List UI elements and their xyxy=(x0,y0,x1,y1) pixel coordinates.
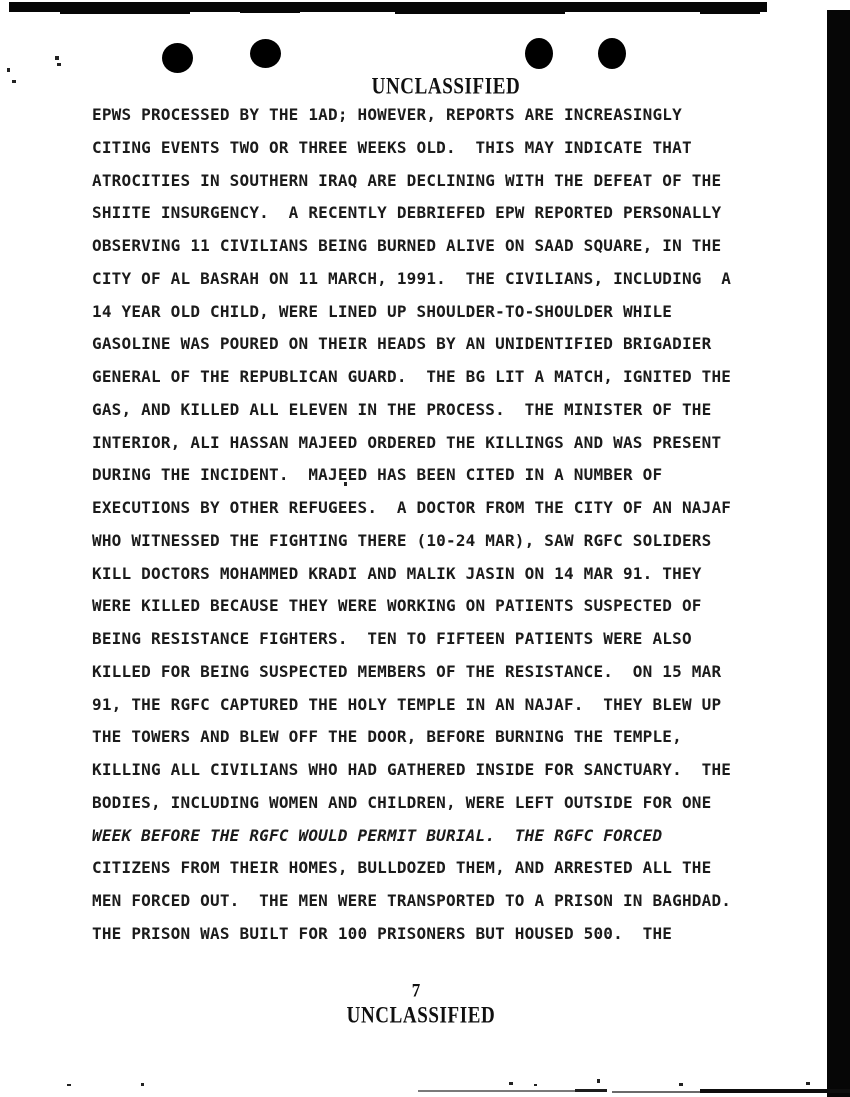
body-line: KILLING ALL CIVILIANS WHO HAD GATHERED INSIDE FOR SANCTUARY. THE xyxy=(92,760,732,779)
scan-edge-artifact xyxy=(60,11,190,14)
body-line: MEN FORCED OUT. THE MEN WERE TRANSPORTED TO A PRISON IN BAGHDAD. xyxy=(92,891,732,910)
body-line: WHO WITNESSED THE FIGHTING THERE (10-24 MAR), SAW RGFC SOLIDERS xyxy=(92,530,712,550)
scan-speck xyxy=(509,1082,513,1085)
scan-edge-right-bar xyxy=(827,10,850,1097)
hole-punch-dot xyxy=(525,38,553,69)
body-line: SHIITE INSURGENCY. A RECENTLY DEBRIEFED EPW REPORTED PERSONALLY xyxy=(92,203,722,223)
body-line: THE PRISON WAS BUILT FOR 100 PRISONERS BUT HOUSED 500. THE xyxy=(92,923,673,943)
hole-punch-dot xyxy=(162,43,193,73)
scan-speck xyxy=(7,68,10,72)
body-line: THE TOWERS AND BLEW OFF THE DOOR, BEFORE BURNING THE TEMPLE, xyxy=(92,727,682,747)
scan-speck xyxy=(12,80,16,83)
body-line: ATROCITIES IN SOUTHERN IRAQ ARE DECLINING WITH THE DEFEAT OF THE xyxy=(92,170,722,190)
body-line: GAS, AND KILLED ALL ELEVEN IN THE PROCESS. THE MINISTER OF THE xyxy=(92,399,712,419)
scan-line-artifact xyxy=(612,1091,702,1093)
scan-speck xyxy=(55,56,59,60)
body-line: DURING THE INCIDENT. MAJEED HAS BEEN CITED IN A NUMBER OF xyxy=(92,465,663,485)
body-line: KILL DOCTORS MOHAMMED KRADI AND MALIK JASIN ON 14 MAR 91. THEY xyxy=(92,563,702,583)
body-line: 14 YEAR OLD CHILD, WERE LINED UP SHOULDER-TO-SHOULDER WHILE xyxy=(92,301,673,321)
scan-edge-artifact xyxy=(700,11,760,14)
body-line: WEEK BEFORE THE RGFC WOULD PERMIT BURIAL. THE RGFC FORCED xyxy=(92,825,663,845)
body-line: GENERAL OF THE REPUBLICAN GUARD. THE BG LIT A MATCH, IGNITED THE xyxy=(92,367,732,386)
body-line: EPWS PROCESSED BY THE 1AD; HOWEVER, REPORTS ARE INCREASINGLY xyxy=(92,105,682,124)
scan-speck xyxy=(141,1083,144,1086)
scan-edge-artifact xyxy=(240,11,300,13)
body-line: CITY OF AL BASRAH ON 11 MARCH, 1991. THE CIVILIANS, INCLUDING A xyxy=(92,268,732,288)
scan-speck xyxy=(597,1079,600,1083)
scan-line-artifact xyxy=(418,1090,588,1092)
scan-speck xyxy=(57,63,61,66)
hole-punch-dot xyxy=(598,38,626,69)
scan-speck xyxy=(67,1084,71,1086)
body-line: GASOLINE WAS POURED ON THEIR HEADS BY AN UNIDENTIFIED BRIGADIER xyxy=(92,334,712,354)
body-line: OBSERVING 11 CIVILIANS BEING BURNED ALIVE ON SAAD SQUARE, IN THE xyxy=(92,236,722,255)
body-line: BEING RESISTANCE FIGHTERS. TEN TO FIFTEEN PATIENTS WERE ALSO xyxy=(92,629,692,648)
body-line: EXECUTIONS BY OTHER REFUGEES. A DOCTOR FROM THE CITY OF AN NAJAF xyxy=(92,498,732,517)
body-line: 91, THE RGFC CAPTURED THE HOLY TEMPLE IN AN NAJAF. THEY BLEW UP xyxy=(92,694,722,714)
scan-speck xyxy=(679,1083,683,1086)
body-line: WERE KILLED BECAUSE THEY WERE WORKING ON PATIENTS SUSPECTED OF xyxy=(92,596,702,616)
body-line: KILLED FOR BEING SUSPECTED MEMBERS OF THE RESISTANCE. ON 15 MAR xyxy=(92,661,722,681)
scan-speck xyxy=(806,1082,810,1085)
body-line: BODIES, INCLUDING WOMEN AND CHILDREN, WERE LEFT OUTSIDE FOR ONE xyxy=(92,792,712,812)
classification-header: UNCLASSIFIED xyxy=(371,74,521,100)
scan-line-artifact xyxy=(575,1089,607,1092)
body-line: INTERIOR, ALI HASSAN MAJEED ORDERED THE KILLINGS AND WAS PRESENT xyxy=(92,432,722,452)
page-number: 7 xyxy=(411,980,421,1001)
classification-footer: UNCLASSIFIED xyxy=(346,1003,496,1029)
body-line: CITIZENS FROM THEIR HOMES, BULLDOZED THEM, AND ARRESTED ALL THE xyxy=(92,858,712,878)
document-body xyxy=(92,99,772,951)
scan-line-artifact xyxy=(700,1089,850,1093)
scan-speck xyxy=(534,1084,537,1086)
scan-edge-artifact xyxy=(395,10,565,14)
hole-punch-dot xyxy=(250,39,281,68)
body-line: CITING EVENTS TWO OR THREE WEEKS OLD. THIS MAY INDICATE THAT xyxy=(92,137,692,157)
